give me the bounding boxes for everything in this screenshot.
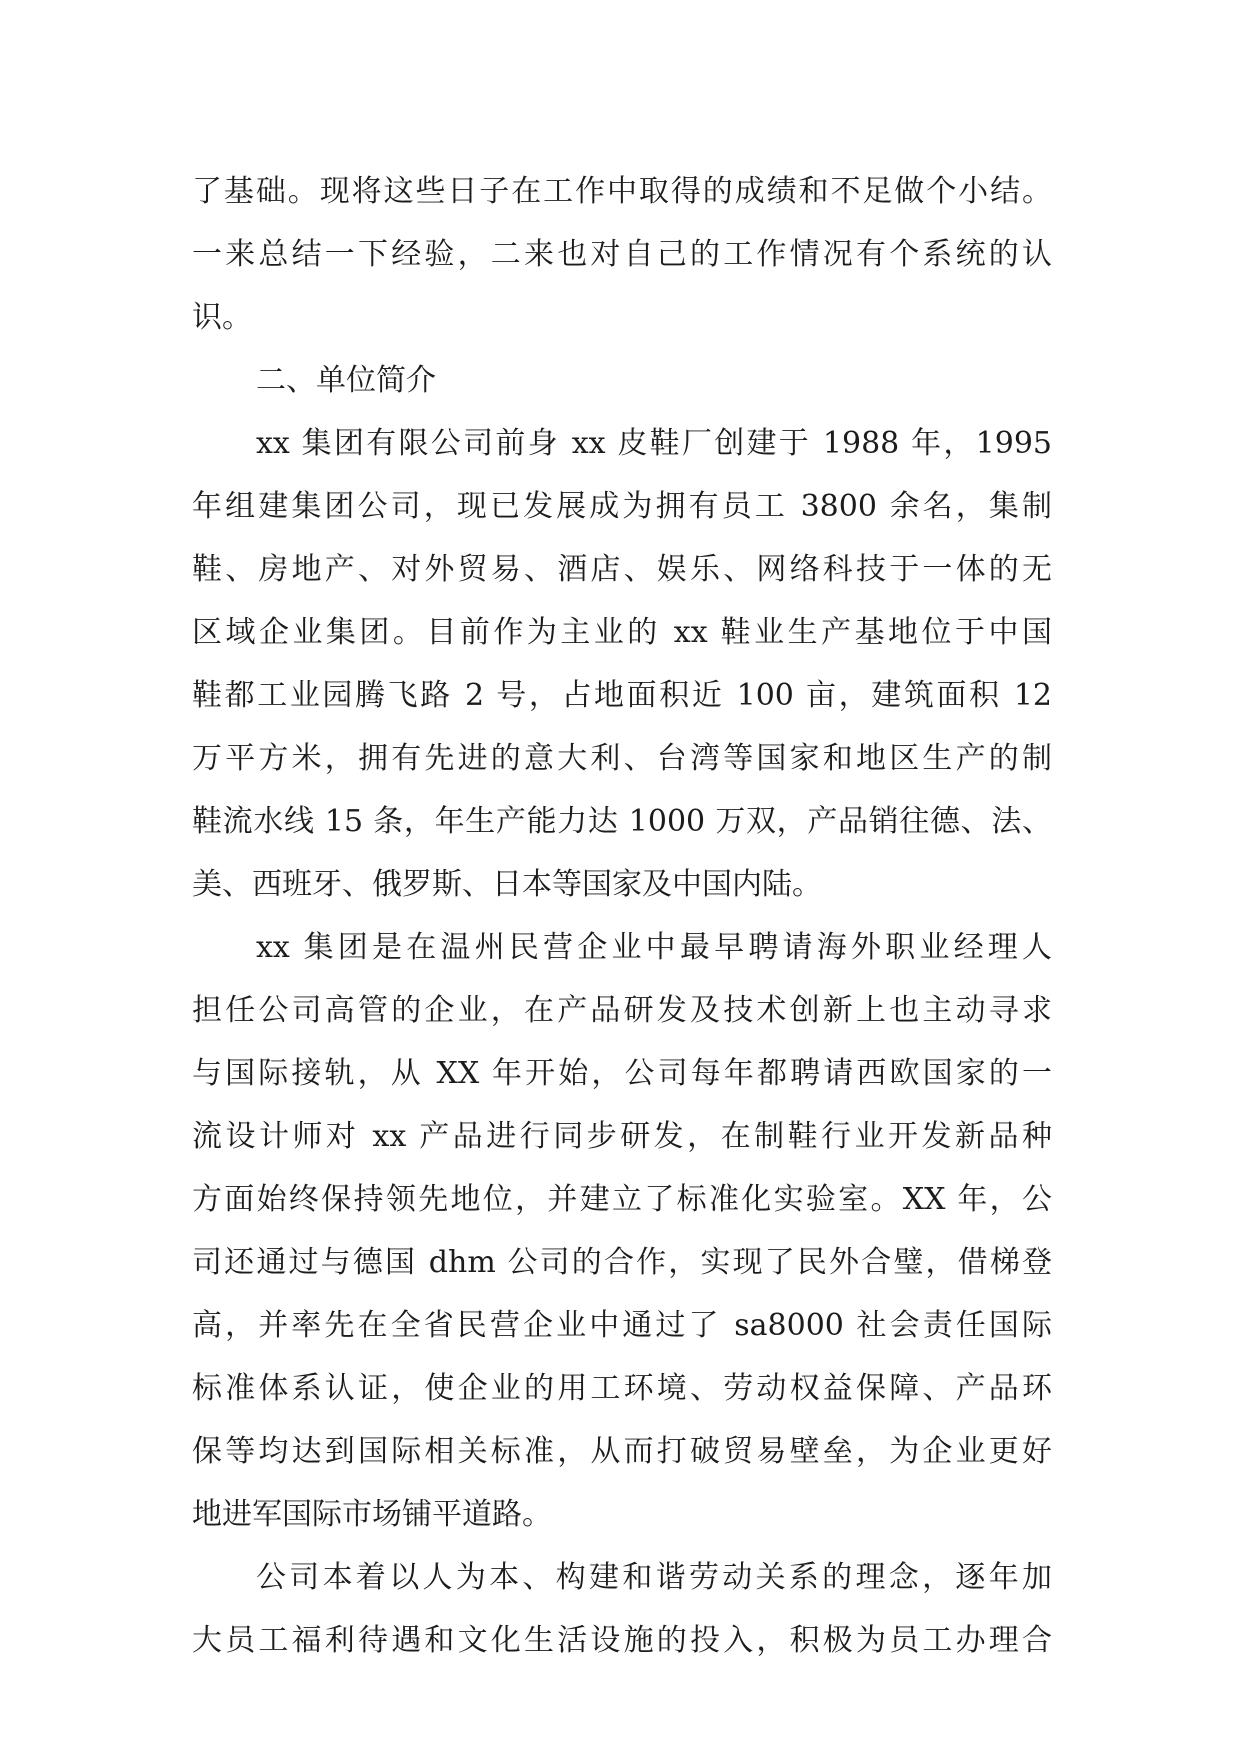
text-line: 一来总结一下经验，二来也对自己的工作情况有个系统的认	[192, 237, 1052, 272]
text-line: 识。	[192, 300, 252, 335]
text-line: 方面始终保持领先地位，并建立了标准化实验室。XX 年，公	[192, 1182, 1052, 1217]
text-line: 标准体系认证，使企业的用工环境、劳动权益保障、产品环	[192, 1371, 1052, 1406]
text-line: 年组建集团公司，现已发展成为拥有员工 3800 余名，集制	[192, 489, 1052, 524]
text-line: 司还通过与德国 dhm 公司的合作，实现了民外合璧，借梯登	[192, 1245, 1052, 1280]
text-line: 了基础。现将这些日子在工作中取得的成绩和不足做个小结。	[192, 174, 1052, 209]
text-line: 高，并率先在全省民营企业中通过了 sa8000 社会责任国际	[192, 1308, 1052, 1343]
text-line: 万平方米，拥有先进的意大利、台湾等国家和地区生产的制	[192, 741, 1052, 776]
text-line: 美、西班牙、俄罗斯、日本等国家及中国内陆。	[192, 867, 822, 902]
text-line: 鞋都工业园腾飞路 2 号，占地面积近 100 亩，建筑面积 12	[192, 678, 1052, 713]
text-line: 大员工福利待遇和文化生活设施的投入，积极为员工办理合	[192, 1623, 1052, 1658]
text-line: xx 集团是在温州民营企业中最早聘请海外职业经理人	[256, 930, 1052, 965]
text-line: xx 集团有限公司前身 xx 皮鞋厂创建于 1988 年，1995	[256, 426, 1052, 461]
section-heading: 二、单位简介	[256, 363, 436, 398]
text-line: 流设计师对 xx 产品进行同步研发，在制鞋行业开发新品种	[192, 1119, 1052, 1154]
text-line: 保等均达到国际相关标准，从而打破贸易壁垒，为企业更好	[192, 1434, 1052, 1469]
text-line: 地进军国际市场铺平道路。	[192, 1497, 552, 1532]
text-line: 区域企业集团。目前作为主业的 xx 鞋业生产基地位于中国	[192, 615, 1052, 650]
text-line: 鞋流水线 15 条，年生产能力达 1000 万双，产品销往德、法、	[192, 804, 1052, 839]
text-line: 鞋、房地产、对外贸易、酒店、娱乐、网络科技于一体的无	[192, 552, 1052, 587]
text-line: 与国际接轨，从 XX 年开始，公司每年都聘请西欧国家的一	[192, 1056, 1052, 1091]
text-line: 公司本着以人为本、构建和谐劳动关系的理念，逐年加	[256, 1560, 1052, 1595]
text-line: 担任公司高管的企业，在产品研发及技术创新上也主动寻求	[192, 993, 1052, 1028]
document-body	[192, 160, 1052, 1672]
